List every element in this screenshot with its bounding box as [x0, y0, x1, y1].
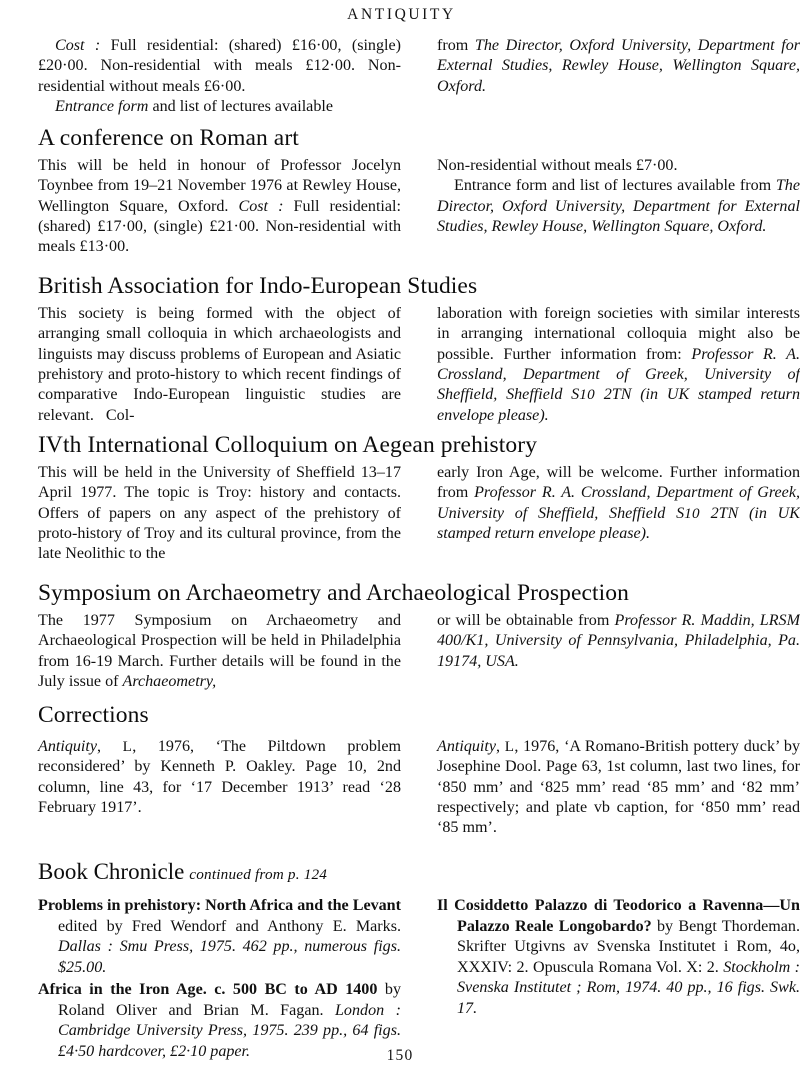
book-detail-plain: edited by Fred Wendorf and Anthony E. Marks. — [58, 917, 401, 935]
right-column — [437, 463, 800, 565]
book-title: Problems in prehistory: North Africa and the Levant — [38, 897, 401, 914]
right-column — [437, 896, 800, 1064]
running-head: ANTIQUITY — [347, 6, 456, 23]
two-column-row — [38, 896, 800, 1064]
paragraph: This will be held in the University of Sheffield 13–17 April 1977. The topic is Troy: history and contacts. Offers of papers on any aspect of the prehistory of proto-history of Troy and its cultural province, from the late Neolithic to the — [38, 464, 401, 563]
right-column — [437, 737, 800, 839]
paragraph: or will be obtainable from Professor R. Maddin, LRSM 400/K1, University of Pennsylvania, Philadelphia, Pa. 19174, USA. — [437, 612, 800, 670]
section-heading-wrap — [38, 271, 800, 301]
section-book-chronicle — [0, 858, 800, 1064]
right-column — [437, 304, 800, 426]
paragraph: early Iron Age, will be welcome. Further information from Professor R. A. Crossland, Department of Greek, University of Sheffield, Sheffield S10 2TN (in UK stamped return envelope please). — [437, 464, 800, 543]
book-chronicle-heading — [38, 858, 800, 889]
two-column-row — [38, 463, 800, 565]
two-column-row — [38, 611, 800, 692]
two-column-row — [38, 737, 800, 839]
book-detail-plain: by Roland Oliver and Brian M. Fagan. — [58, 981, 401, 1019]
paragraph: This society is being formed with the object of arranging small colloquia in which archaeologists and linguists may discuss problems of European and Asiatic prehistory and proto-history to which recent findings of comparative Indo-European linguistic studies are relevant. Col- — [38, 305, 401, 424]
left-column — [38, 463, 401, 565]
page-number: 150 — [386, 1047, 414, 1064]
left-column — [38, 611, 401, 692]
section-heading: A conference on Roman art — [38, 125, 299, 151]
left-column — [38, 304, 401, 426]
section-heading: Symposium on Archaeometry and Archaeological Prospection — [38, 580, 630, 606]
section-indo-european — [0, 271, 800, 426]
book-entry — [38, 896, 401, 978]
paragraph: Antiquity, L, 1976, ‘The Piltdown problem reconsidered’ by Kenneth P. Oakley. Page 10, 2nd column, line 43, for ‘17 December 1913’ read ‘28 February 1917’. — [38, 738, 402, 817]
book-detail-italic: London : Cambridge University Press, 1975. 239 pp., 64 figs. £4·50 hardcover, £2·10 paper. — [58, 1001, 401, 1060]
section-aegean-colloquium — [0, 430, 800, 565]
left-column — [38, 737, 401, 839]
section-heading-wrap — [38, 123, 800, 153]
paragraph: Entrance form and list of lectures available — [55, 98, 333, 116]
section-heading: Corrections — [38, 702, 149, 728]
block-cost-continuation — [0, 36, 800, 117]
book-chronicle-continued: continued from p. 124 — [189, 866, 328, 883]
two-column-row — [38, 156, 800, 258]
paragraph: laboration with foreign societies with similar interests in arranging international colloquia might also be possible. Further information from: Professor R. A. Crossland, Department of Greek, University of Sheffield, Sheffield S10 2TN (in UK stamped return envelope please). — [437, 305, 800, 424]
section-heading: British Association for Indo-European Studies — [38, 273, 478, 299]
paragraph: from The Director, Oxford University, Department for External Studies, Rewley House, Wellington Square, Oxford. — [437, 37, 800, 95]
paragraph: This will be held in honour of Professor Jocelyn Toynbee from 19–21 November 1976 at Rewley House, Wellington Square, Oxford. Cost : Full residential: (shared) £17·00, (single) £21·00. Non-residential with meals £13·00. — [38, 157, 401, 256]
two-column-row — [38, 36, 800, 117]
section-archaeometry-symposium — [0, 578, 800, 692]
section-corrections — [0, 700, 800, 839]
section-heading: IVth International Colloquium on Aegean prehistory — [38, 432, 538, 458]
right-column — [437, 611, 800, 692]
paragraph: Cost : Full residential: (shared) £16·00, (single) £20·00. Non-residential with meals £12·00. Non-residential without meals £6·00. — [38, 37, 402, 95]
section-heading-wrap — [38, 700, 800, 730]
left-column — [38, 156, 401, 258]
right-column — [437, 156, 800, 258]
left-column — [38, 896, 401, 1064]
paragraph: Non-residential without meals £7·00. — [437, 157, 678, 174]
section-heading-wrap — [38, 578, 800, 608]
book-title: Il Cosiddetto Palazzo di Teodorico a Ravenna—Un Palazzo Reale Longobardo? — [437, 897, 800, 935]
left-column — [38, 36, 401, 117]
book-detail-italic: Dallas : Smu Press, 1975. 462 pp., numerous figs. $25.00. — [58, 938, 401, 976]
book-detail-italic: Stockholm : Svenska Institutet ; Rom, 1974. 40 pp., 16 figs. Swk. 17. — [457, 958, 800, 1017]
paragraph: The 1977 Symposium on Archaeometry and Archaeological Prospection will be held in Philadelphia from 16-19 March. Further details will be found in the July issue of Archaeometry, — [38, 612, 401, 691]
section-roman-art — [0, 123, 800, 258]
right-column — [437, 36, 800, 117]
book-chronicle-heading-wrap — [38, 858, 800, 889]
section-heading-wrap — [38, 430, 800, 460]
paragraph: Entrance form and list of lectures available from The Director, Oxford University, Department for External Studies, Rewley House, Wellington Square, Oxford. — [437, 177, 800, 236]
book-chronicle-title: Book Chronicle — [38, 859, 185, 884]
two-column-row — [38, 304, 800, 426]
book-entry — [437, 896, 800, 1019]
book-title: Africa in the Iron Age. c. 500 BC to AD 1400 — [38, 981, 378, 998]
book-detail-plain: by Bengt Thordeman. Skrifter Utgivns av Svenska Institutet i Rom, 4o, XXXIV: 2. Opuscula Romana Vol. X: 2. — [457, 917, 800, 976]
paragraph: Antiquity, L, 1976, ‘A Romano-British pottery duck’ by Josephine Dool. Page 63, 1st column, last two lines, for ‘850 mm’ and ‘825 mm’ read ‘85 mm’ and ‘82 mm’ respectively; and plate vb caption, for ‘850 mm’ read ‘85 mm’. — [437, 738, 800, 837]
